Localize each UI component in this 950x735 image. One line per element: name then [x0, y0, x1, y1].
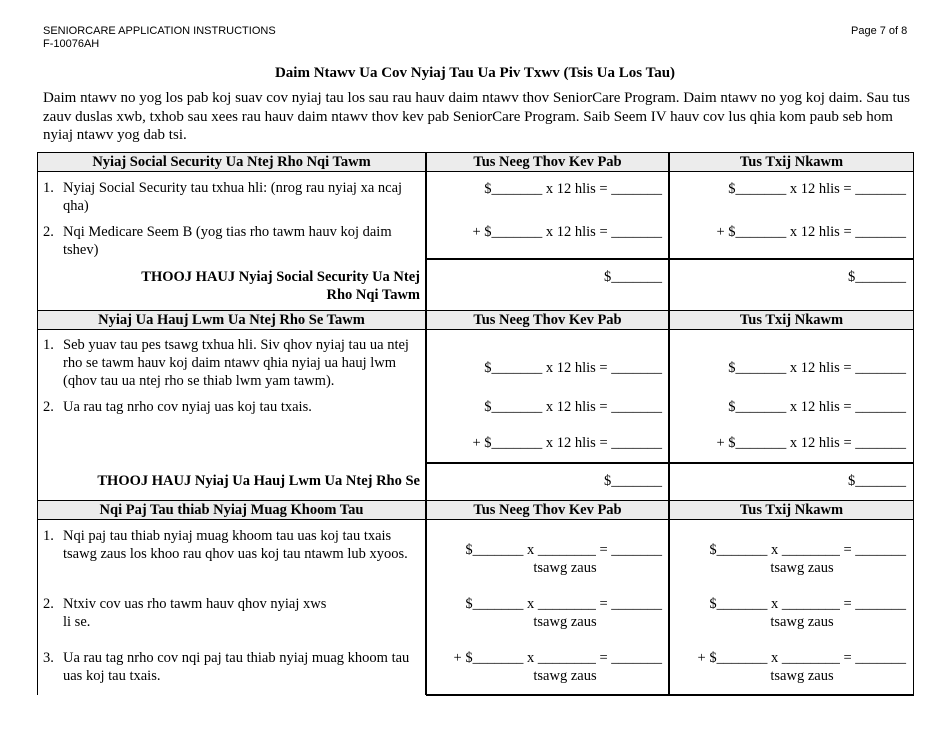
spouse-total[interactable]: $_______	[848, 269, 906, 285]
applicant-total[interactable]: $_______	[604, 473, 662, 489]
applicant-entry[interactable]: + $_______ x ________ = _______	[453, 650, 662, 666]
applicant-entry[interactable]: $_______ x ________ = _______	[465, 542, 662, 558]
section-heading: Nqi Paj Tau thiab Nyiaj Muag Khoom Tau	[99, 502, 364, 518]
total-label: THOOJ HAUJ Nyiaj Ua Hauj Lwm Ua Ntej Rho Se	[97, 473, 420, 489]
spouse-entry[interactable]: $_______ x 12 hlis = _______	[728, 181, 906, 197]
times-label: tsawg zaus	[533, 614, 597, 630]
applicant-entry[interactable]: + $_______ x 12 hlis = _______	[472, 435, 662, 451]
item-number: 2.	[43, 224, 54, 240]
column-header-spouse: Tus Txij Nkawm	[739, 154, 844, 170]
column-header-applicant: Tus Neeg Thov Kev Pab	[473, 312, 622, 328]
item-text: Nqi Medicare Seem B (yog tias rho tawm hauv koj daim tshev)	[63, 224, 392, 258]
item-text: Seb yuav tau pes tsawg txhua hli. Siv qhov nyiaj tau ua ntej rho se tawm hauv koj daim ntawv qhia nyiaj ua hauj lwm (qhov tau ua ntej rho se thiab lwm yam tawm).	[63, 337, 409, 389]
column-header-spouse: Tus Txij Nkawm	[739, 312, 844, 328]
applicant-entry[interactable]: $_______ x 12 hlis = _______	[484, 181, 662, 197]
times-label: tsawg zaus	[533, 560, 597, 576]
item-number: 2.	[43, 596, 54, 612]
item-text: Ua rau tag nrho cov nyiaj uas koj tau txais.	[63, 399, 312, 415]
column-header-applicant: Tus Neeg Thov Kev Pab	[473, 502, 622, 518]
item-text: Ntxiv cov uas rho tawm hauv qhov nyiaj xws li se.	[63, 596, 327, 630]
spouse-entry[interactable]: $_______ x 12 hlis = _______	[728, 399, 906, 415]
section-heading: Nyiaj Ua Hauj Lwm Ua Ntej Rho Se Tawm	[98, 312, 365, 328]
document-title: SENIORCARE APPLICATION INSTRUCTIONS	[43, 25, 276, 37]
item-number: 1.	[43, 528, 54, 544]
spouse-entry[interactable]: $_______ x 12 hlis = _______	[728, 360, 906, 376]
times-label: tsawg zaus	[533, 668, 597, 684]
spouse-entry[interactable]: + $_______ x 12 hlis = _______	[716, 224, 906, 240]
item-number: 1.	[43, 337, 54, 353]
times-label: tsawg zaus	[770, 668, 834, 684]
item-number: 2.	[43, 399, 54, 415]
page-number: Page 7 of 8	[851, 25, 908, 37]
spouse-entry[interactable]: $_______ x ________ = _______	[709, 596, 906, 612]
times-label: tsawg zaus	[770, 614, 834, 630]
total-label: THOOJ HAUJ Nyiaj Social Security Ua Ntej Rho Nqi Tawm	[141, 269, 420, 303]
form-id: F-10076AH	[43, 38, 100, 50]
spouse-entry[interactable]: + $_______ x 12 hlis = _______	[716, 435, 906, 451]
item-number: 3.	[43, 650, 54, 666]
times-label: tsawg zaus	[770, 560, 834, 576]
applicant-entry[interactable]: $_______ x ________ = _______	[465, 596, 662, 612]
item-text: Nqi paj tau thiab nyiaj muag khoom tau uas koj tau txais tsawg zaus los khoo rau qhov uas koj tau ntawm lub xyoos.	[63, 528, 408, 562]
applicant-entry[interactable]: $_______ x 12 hlis = _______	[484, 360, 662, 376]
spouse-entry[interactable]: $_______ x ________ = _______	[709, 542, 906, 558]
intro-paragraph: Daim ntawv no yog los pab koj suav cov nyiaj tau los sau rau hauv daim ntawv thov SeniorCare Program. Daim ntawv no yog koj daim. Sau tus zauv duslas xwb, txhob sau xees rau hauv daim ntawv thov kev pab SeniorCare Program. Saib Seem IV hauv cov lus qhia kom paub seb hom nyiaj ntawv yog dab tsi.	[43, 90, 910, 143]
spouse-total[interactable]: $_______	[848, 473, 906, 489]
applicant-total[interactable]: $_______	[604, 269, 662, 285]
item-number: 1.	[43, 180, 54, 196]
section-heading: Nyiaj Social Security Ua Ntej Rho Nqi Tawm	[92, 154, 371, 170]
applicant-entry[interactable]: $_______ x 12 hlis = _______	[484, 399, 662, 415]
page-title: Daim Ntawv Ua Cov Nyiaj Tau Ua Piv Txwv (Tsis Ua Los Tau)	[274, 65, 676, 81]
column-header-applicant: Tus Neeg Thov Kev Pab	[473, 154, 622, 170]
column-header-spouse: Tus Txij Nkawm	[739, 502, 844, 518]
applicant-entry[interactable]: + $_______ x 12 hlis = _______	[472, 224, 662, 240]
item-text: Nyiaj Social Security tau txhua hli: (nrog rau nyiaj xa ncaj qha)	[63, 180, 403, 214]
spouse-entry[interactable]: + $_______ x ________ = _______	[697, 650, 906, 666]
item-text: Ua rau tag nrho cov nqi paj tau thiab nyiaj muag khoom tau uas koj tau txais.	[63, 650, 410, 684]
